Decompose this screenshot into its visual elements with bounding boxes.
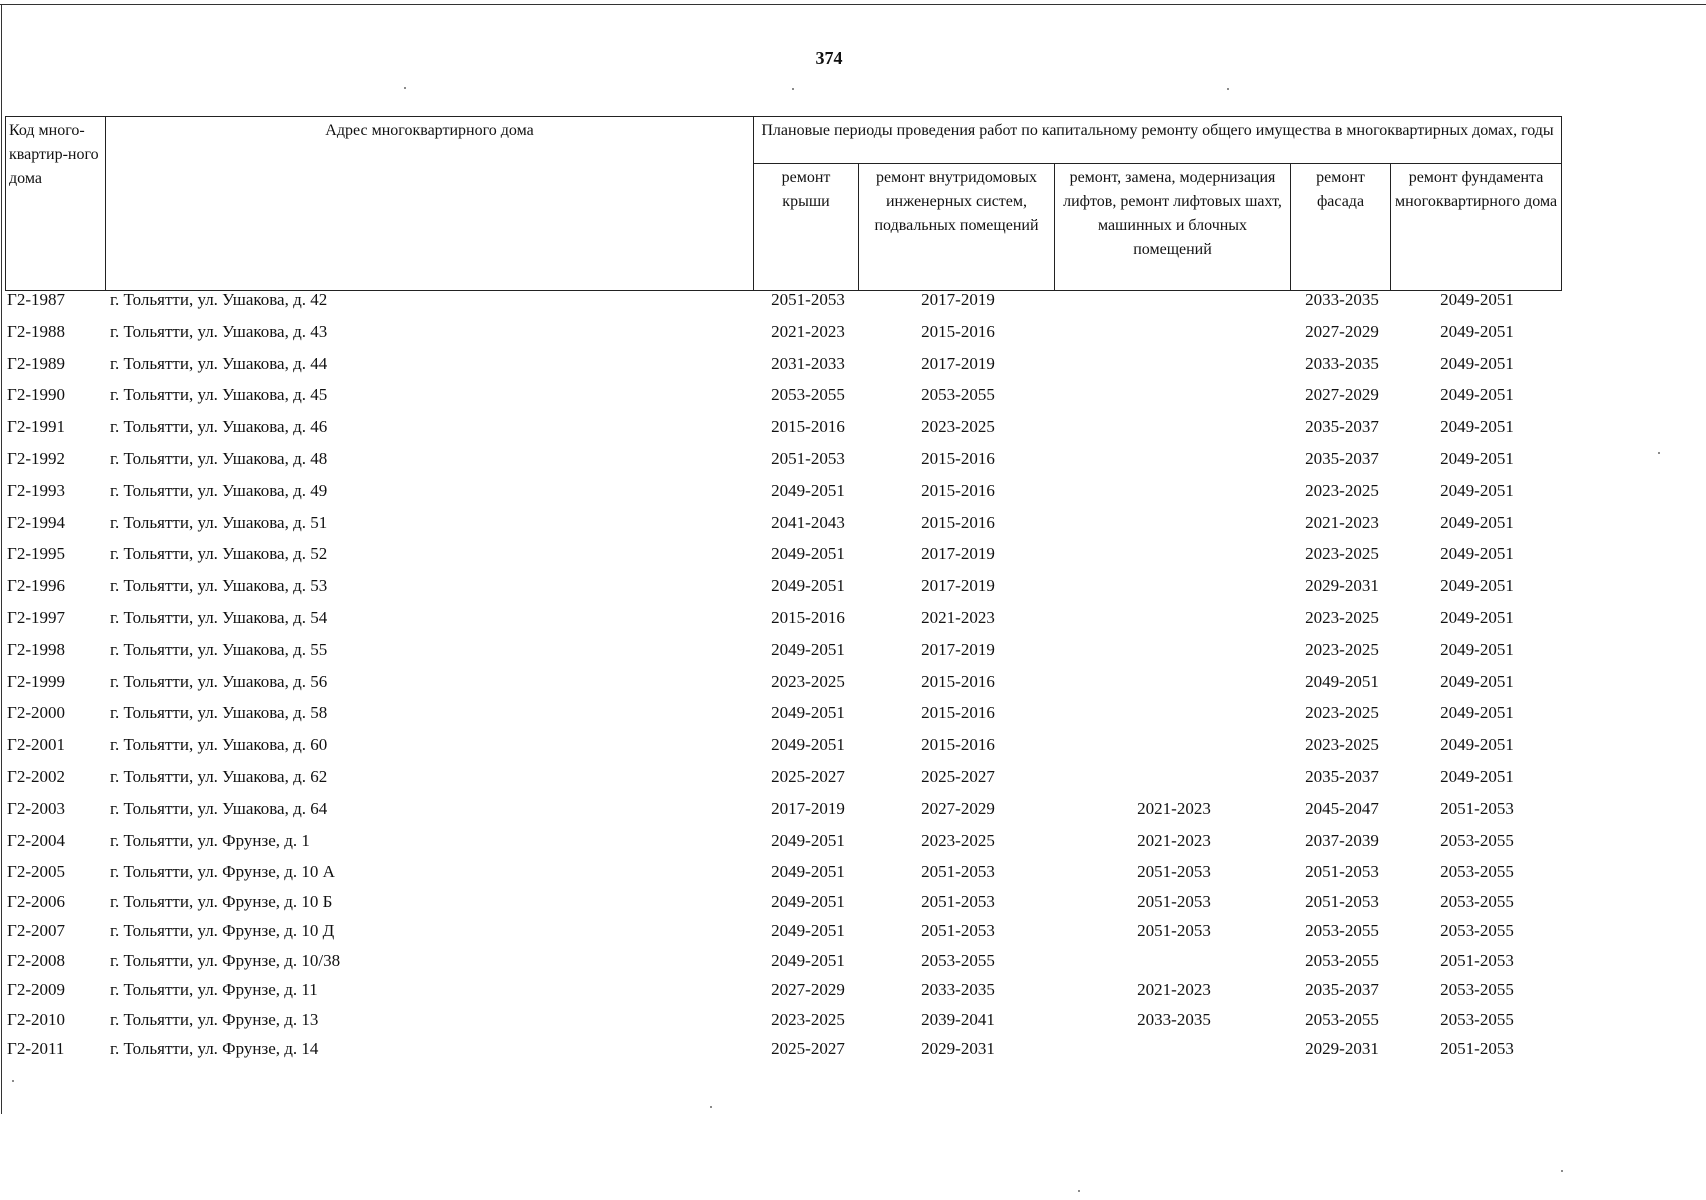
table-row	[0, 670, 1706, 702]
header-systems: ремонт внутридомовых инженерных систем, подвальных помещений	[859, 164, 1055, 291]
row-roof-period: 2049-2051	[771, 639, 845, 659]
scan-speck	[404, 87, 406, 89]
row-foundation-period: 2049-2051	[1440, 639, 1514, 659]
row-code: Г2-2007	[7, 921, 65, 941]
row-systems-period: 2023-2025	[921, 417, 995, 437]
row-facade-period: 2033-2035	[1305, 353, 1379, 373]
row-address: г. Тольятти, ул. Ушакова, д. 56	[110, 671, 328, 691]
table-row	[0, 352, 1706, 384]
row-roof-period: 2025-2027	[771, 766, 845, 786]
row-code: Г2-1995	[7, 544, 65, 564]
table-row	[0, 447, 1706, 479]
row-address: г. Тольятти, ул. Ушакова, д. 51	[110, 512, 328, 532]
row-foundation-period: 2053-2055	[1440, 1009, 1514, 1029]
row-code: Г2-1999	[7, 671, 65, 691]
table-row	[0, 829, 1706, 861]
row-roof-period: 2049-2051	[771, 830, 845, 850]
row-code: Г2-1998	[7, 639, 65, 659]
row-code: Г2-1991	[7, 417, 65, 437]
row-code: Г2-2002	[7, 766, 65, 786]
row-address: г. Тольятти, ул. Ушакова, д. 53	[110, 576, 328, 596]
row-code: Г2-1993	[7, 480, 65, 500]
table-row	[0, 606, 1706, 638]
row-roof-period: 2031-2033	[771, 353, 845, 373]
scan-speck	[12, 1080, 14, 1082]
row-code: Г2-2008	[7, 950, 65, 970]
row-facade-period: 2023-2025	[1305, 735, 1379, 755]
table-row	[0, 320, 1706, 352]
row-foundation-period: 2049-2051	[1440, 766, 1514, 786]
row-code: Г2-1988	[7, 321, 65, 341]
row-systems-period: 2017-2019	[921, 353, 995, 373]
row-address: г. Тольятти, ул. Фрунзе, д. 13	[110, 1009, 319, 1029]
row-lifts-period: 2051-2053	[1137, 862, 1211, 882]
table-row	[0, 511, 1706, 543]
row-code: Г2-2004	[7, 830, 65, 850]
row-systems-period: 2017-2019	[921, 544, 995, 564]
row-code: Г2-1997	[7, 607, 65, 627]
row-roof-period: 2041-2043	[771, 512, 845, 532]
row-foundation-period: 2053-2055	[1440, 891, 1514, 911]
row-code: Г2-1996	[7, 576, 65, 596]
row-lifts-period: 2021-2023	[1137, 798, 1211, 818]
row-code: Г2-1987	[7, 290, 65, 309]
row-foundation-period: 2049-2051	[1440, 671, 1514, 691]
row-foundation-period: 2049-2051	[1440, 544, 1514, 564]
row-roof-period: 2049-2051	[771, 703, 845, 723]
row-code: Г2-2005	[7, 862, 65, 882]
row-facade-period: 2035-2037	[1305, 766, 1379, 786]
table-row	[0, 542, 1706, 574]
row-roof-period: 2049-2051	[771, 480, 845, 500]
row-facade-period: 2035-2037	[1305, 417, 1379, 437]
row-code: Г2-1990	[7, 385, 65, 405]
row-systems-period: 2053-2055	[921, 385, 995, 405]
table-row	[0, 288, 1706, 320]
row-lifts-period: 2051-2053	[1137, 921, 1211, 941]
row-systems-period: 2051-2053	[921, 862, 995, 882]
row-address: г. Тольятти, ул. Фрунзе, д. 10 А	[110, 862, 335, 882]
row-code: Г2-2011	[7, 1039, 65, 1059]
row-systems-period: 2015-2016	[921, 512, 995, 532]
row-systems-period: 2015-2016	[921, 735, 995, 755]
row-foundation-period: 2053-2055	[1440, 921, 1514, 941]
row-address: г. Тольятти, ул. Фрунзе, д. 11	[110, 980, 318, 1000]
row-code: Г2-2010	[7, 1009, 65, 1029]
table-row	[0, 890, 1706, 920]
table-row	[0, 949, 1706, 979]
row-foundation-period: 2053-2055	[1440, 830, 1514, 850]
row-address: г. Тольятти, ул. Фрунзе, д. 10/38	[110, 950, 341, 970]
row-address: г. Тольятти, ул. Фрунзе, д. 10 Д	[110, 921, 335, 941]
row-roof-period: 2049-2051	[771, 862, 845, 882]
row-foundation-period: 2049-2051	[1440, 607, 1514, 627]
header-periods: Плановые периоды проведения работ по капитальному ремонту общего имущества в многоквартирных домах, годы	[754, 117, 1562, 164]
row-roof-period: 2015-2016	[771, 607, 845, 627]
row-facade-period: 2053-2055	[1305, 921, 1379, 941]
row-address: г. Тольятти, ул. Фрунзе, д. 14	[110, 1039, 319, 1059]
row-roof-period: 2023-2025	[771, 1009, 845, 1029]
row-address: г. Тольятти, ул. Ушакова, д. 55	[110, 639, 328, 659]
row-systems-period: 2051-2053	[921, 921, 995, 941]
row-foundation-period: 2049-2051	[1440, 385, 1514, 405]
row-foundation-period: 2049-2051	[1440, 480, 1514, 500]
row-facade-period: 2029-2031	[1305, 1039, 1379, 1059]
row-address: г. Тольятти, ул. Ушакова, д. 64	[110, 798, 328, 818]
scan-speck	[710, 1106, 712, 1108]
table-row	[0, 765, 1706, 797]
row-address: г. Тольятти, ул. Ушакова, д. 52	[110, 544, 328, 564]
row-address: г. Тольятти, ул. Ушакова, д. 62	[110, 766, 328, 786]
row-address: г. Тольятти, ул. Ушакова, д. 46	[110, 417, 328, 437]
table-row	[0, 1008, 1706, 1038]
row-roof-period: 2021-2023	[771, 321, 845, 341]
row-address: г. Тольятти, ул. Фрунзе, д. 1	[110, 830, 310, 850]
row-systems-period: 2033-2035	[921, 980, 995, 1000]
row-facade-period: 2027-2029	[1305, 321, 1379, 341]
table-row	[0, 1037, 1706, 1067]
row-foundation-period: 2053-2055	[1440, 862, 1514, 882]
row-code: Г2-1989	[7, 353, 65, 373]
row-foundation-period: 2049-2051	[1440, 735, 1514, 755]
table-row	[0, 860, 1706, 890]
row-facade-period: 2035-2037	[1305, 980, 1379, 1000]
row-address: г. Тольятти, ул. Ушакова, д. 45	[110, 385, 328, 405]
row-foundation-period: 2051-2053	[1440, 798, 1514, 818]
table-row	[0, 383, 1706, 415]
row-facade-period: 2053-2055	[1305, 1009, 1379, 1029]
row-roof-period: 2049-2051	[771, 544, 845, 564]
row-systems-period: 2015-2016	[921, 448, 995, 468]
row-foundation-period: 2051-2053	[1440, 1039, 1514, 1059]
row-systems-period: 2015-2016	[921, 671, 995, 691]
table-row	[0, 574, 1706, 606]
row-foundation-period: 2049-2051	[1440, 417, 1514, 437]
row-facade-period: 2033-2035	[1305, 290, 1379, 309]
row-foundation-period: 2049-2051	[1440, 321, 1514, 341]
row-roof-period: 2051-2053	[771, 290, 845, 309]
row-systems-period: 2021-2023	[921, 607, 995, 627]
scan-speck	[1658, 452, 1660, 454]
row-foundation-period: 2049-2051	[1440, 512, 1514, 532]
row-lifts-period: 2021-2023	[1137, 830, 1211, 850]
row-address: г. Тольятти, ул. Ушакова, д. 42	[110, 290, 328, 309]
header-lifts: ремонт, замена, модернизация лифтов, ремонт лифтовых шахт, машинных и блочных помещений	[1055, 164, 1291, 291]
row-address: г. Тольятти, ул. Ушакова, д. 44	[110, 353, 328, 373]
row-systems-period: 2015-2016	[921, 703, 995, 723]
row-address: г. Тольятти, ул. Ушакова, д. 49	[110, 480, 328, 500]
row-facade-period: 2023-2025	[1305, 639, 1379, 659]
row-facade-period: 2029-2031	[1305, 576, 1379, 596]
header-code: Код много-квартир-ного дома	[6, 117, 106, 291]
row-roof-period: 2015-2016	[771, 417, 845, 437]
table-row	[0, 638, 1706, 670]
row-systems-period: 2023-2025	[921, 830, 995, 850]
row-facade-period: 2027-2029	[1305, 385, 1379, 405]
table-row	[0, 919, 1706, 949]
row-code: Г2-1992	[7, 448, 65, 468]
row-address: г. Тольятти, ул. Ушакова, д. 48	[110, 448, 328, 468]
table-row	[0, 701, 1706, 733]
scan-speck	[1561, 1170, 1563, 1172]
row-facade-period: 2037-2039	[1305, 830, 1379, 850]
row-foundation-period: 2049-2051	[1440, 448, 1514, 468]
header-facade: ремонт фасада	[1291, 164, 1391, 291]
row-systems-period: 2051-2053	[921, 891, 995, 911]
row-code: Г2-2006	[7, 891, 65, 911]
table-row	[0, 733, 1706, 765]
header-foundation: ремонт фундамента многоквартирного дома	[1391, 164, 1562, 291]
row-facade-period: 2023-2025	[1305, 703, 1379, 723]
row-address: г. Тольятти, ул. Ушакова, д. 58	[110, 703, 328, 723]
row-foundation-period: 2049-2051	[1440, 576, 1514, 596]
row-roof-period: 2027-2029	[771, 980, 845, 1000]
row-roof-period: 2049-2051	[771, 921, 845, 941]
row-lifts-period: 2051-2053	[1137, 891, 1211, 911]
row-systems-period: 2025-2027	[921, 766, 995, 786]
row-systems-period: 2017-2019	[921, 290, 995, 309]
scan-speck	[792, 88, 794, 90]
table-row	[0, 978, 1706, 1008]
scan-speck	[1078, 1190, 1080, 1192]
row-foundation-period: 2049-2051	[1440, 290, 1514, 309]
row-roof-period: 2053-2055	[771, 385, 845, 405]
row-code: Г2-1994	[7, 512, 65, 532]
row-facade-period: 2023-2025	[1305, 607, 1379, 627]
header-address: Адрес многоквартирного дома	[106, 117, 754, 291]
row-lifts-period: 2021-2023	[1137, 980, 1211, 1000]
row-facade-period: 2045-2047	[1305, 798, 1379, 818]
table-row	[0, 415, 1706, 447]
row-systems-period: 2053-2055	[921, 950, 995, 970]
row-foundation-period: 2049-2051	[1440, 703, 1514, 723]
row-roof-period: 2025-2027	[771, 1039, 845, 1059]
table-row	[0, 797, 1706, 829]
row-systems-period: 2029-2031	[921, 1039, 995, 1059]
row-roof-period: 2049-2051	[771, 576, 845, 596]
row-address: г. Тольятти, ул. Ушакова, д. 54	[110, 607, 328, 627]
row-roof-period: 2049-2051	[771, 735, 845, 755]
row-roof-period: 2049-2051	[771, 950, 845, 970]
page-border-top	[0, 4, 1706, 5]
row-facade-period: 2049-2051	[1305, 671, 1379, 691]
table-body	[0, 288, 1706, 1067]
row-code: Г2-2003	[7, 798, 65, 818]
row-foundation-period: 2049-2051	[1440, 353, 1514, 373]
row-facade-period: 2051-2053	[1305, 862, 1379, 882]
row-roof-period: 2023-2025	[771, 671, 845, 691]
row-systems-period: 2017-2019	[921, 639, 995, 659]
row-code: Г2-2009	[7, 980, 65, 1000]
row-roof-period: 2017-2019	[771, 798, 845, 818]
scan-speck	[1227, 88, 1229, 90]
row-systems-period: 2039-2041	[921, 1009, 995, 1029]
row-roof-period: 2051-2053	[771, 448, 845, 468]
row-foundation-period: 2051-2053	[1440, 950, 1514, 970]
row-facade-period: 2023-2025	[1305, 544, 1379, 564]
header-roof: ремонт крыши	[754, 164, 859, 291]
row-systems-period: 2027-2029	[921, 798, 995, 818]
row-lifts-period: 2033-2035	[1137, 1009, 1211, 1029]
row-facade-period: 2051-2053	[1305, 891, 1379, 911]
row-facade-period: 2023-2025	[1305, 480, 1379, 500]
page-number: 374	[815, 48, 843, 68]
row-address: г. Тольятти, ул. Фрунзе, д. 10 Б	[110, 891, 333, 911]
row-facade-period: 2021-2023	[1305, 512, 1379, 532]
table-row	[0, 479, 1706, 511]
row-address: г. Тольятти, ул. Ушакова, д. 43	[110, 321, 328, 341]
row-foundation-period: 2053-2055	[1440, 980, 1514, 1000]
row-systems-period: 2015-2016	[921, 480, 995, 500]
row-facade-period: 2035-2037	[1305, 448, 1379, 468]
row-systems-period: 2015-2016	[921, 321, 995, 341]
row-roof-period: 2049-2051	[771, 891, 845, 911]
table-header	[5, 116, 1562, 291]
row-code: Г2-2001	[7, 735, 65, 755]
row-systems-period: 2017-2019	[921, 576, 995, 596]
row-code: Г2-2000	[7, 703, 65, 723]
row-facade-period: 2053-2055	[1305, 950, 1379, 970]
row-address: г. Тольятти, ул. Ушакова, д. 60	[110, 735, 328, 755]
